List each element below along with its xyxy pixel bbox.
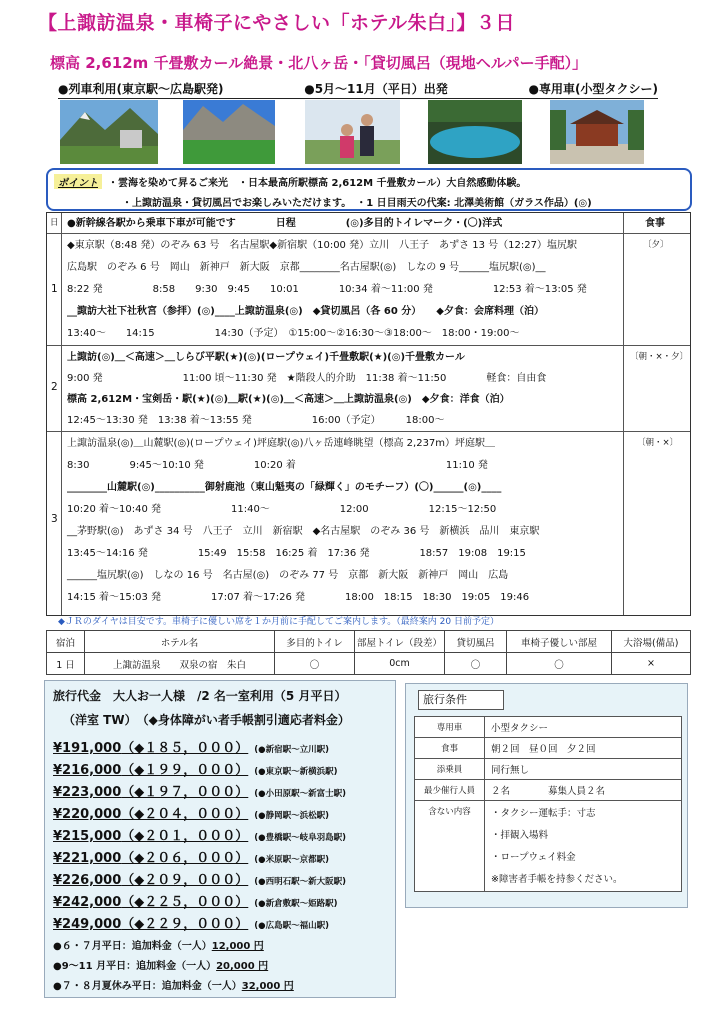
exclusion-item: ・タクシー運転手：寸志 [491,808,596,819]
day-meal: 〔朝・×・夕〕 [630,352,689,362]
table-header: 大浴場(備品) [612,631,691,653]
extra-charge: ●６・７月平日：追加料金（一人）12,000 円 [53,941,264,952]
meal-column-header: 食事 [645,218,665,229]
trip-conditions-line [58,80,658,99]
jr-note: ◆ＪＲのダイヤは目安です。車椅子に優しい席を１か月前に手配してご案内します。（最終案内 20 日前予定） [58,617,499,627]
table-header: 多目的トイレ [275,631,355,653]
travel-conditions-table [414,716,682,892]
table-header-row [47,631,691,653]
schedule-line: 8:22 発 8:58 9:30 9:45 10:01 10:34 着～11:00 発 12:53 着～13:05 発 [67,284,587,295]
price-row: ¥215,000（◆２０１，０００） (●豊橋駅～岐阜羽島駅) [53,829,346,844]
table-header: 部屋トイレ（段差） [355,631,445,653]
travel-conditions-box [405,683,688,908]
table-header: ホテル名 [85,631,275,653]
lake-photo [428,100,522,164]
table-row: 食事 朝２回 昼０回 夕２回 [415,738,682,759]
extra-charge: ●７・８月夏休み平日：追加料金（一人）32,000 円 [53,981,294,992]
price-row: ¥191,000（◆１８５，０００） (●新宿駅～立川駅) [53,741,329,756]
schedule-line: 上諏訪(◎)＿＜高速＞＿しらび平駅(★)(◎)(ロープウェイ)千畳敷駅(★)(◎)千畳敷カール [67,352,465,363]
table-row: 含ない内容 ・タクシー運転手：寸志 ・拝観入場料 ・ロープウェイ料金 ※障害者手帳を持参ください。 [415,801,682,892]
price-row: ¥216,000（◆１９９，０００） (●東京駅～新横浜駅) [53,763,338,778]
table-cell: 1 日 [47,653,85,675]
table-cell: 〇 [275,653,355,675]
day-number: 3 [51,513,58,525]
schedule-line: 12:45～13:30 発 13:38 着～13:55 発 16:00（予定） 18:00～ [67,415,445,426]
schedule-line: 標高 2,612M・宝剣岳・駅(★)(◎)＿駅(★)(◎)＿＜高速＞＿上諏訪温泉(◎) ◆夕食：洋食（泊） [67,394,510,405]
table-cell: 0cm [355,653,445,675]
price-subheader: （洋室 TW） （◆身体障がい者手帳割引適応者料金） [63,713,350,727]
day-meal: 〔夕〕 [643,240,669,250]
mountain-photo [60,100,158,164]
table-cell: 〇 [507,653,612,675]
people-photo [305,100,400,164]
point-label: ポイント [54,174,102,189]
schedule-line: __茅野駅(◎) あずさ 34 号 八王子 立川 新宿駅 ◆名古屋駅 のぞみ 36 号 新横浜 品川 東京駅 [67,526,540,537]
hotel-table [46,630,691,675]
schedule-line: 10:20 着～10:40 発 11:40～ 12:00 12:15～12:50 [67,504,497,515]
photo-strip [60,100,660,166]
schedule-line: 8:30 9:45～10:10 発 10:20 着 11:10 発 [67,460,488,471]
day-column-header: 日 [50,218,59,228]
price-box [44,680,396,998]
table-row: 添乗員 同行無し [415,759,682,780]
day-number: 1 [51,283,58,295]
price-row: ¥226,000（◆２０９，０００） (●西明石駅～新大阪駅) [53,873,346,888]
schedule-line: 9:00 発 11:00 頃～11:30 発 ★階段人的介助 11:38 着～11:50 軽食：自由食 [67,373,547,384]
table-cell: 〇 [445,653,507,675]
table-header: 車椅子優しい部屋 [507,631,612,653]
table-cell: × [612,653,691,675]
shrine-photo [550,100,644,164]
price-row: ¥242,000（◆２２５，０００） (●新倉敷駅～姫路駅) [53,895,338,910]
schedule-line: 広島駅 のぞみ 6 号 岡山 新神戸 新大阪 京都________名古屋駅(◎) しなの 9 号______塩尻駅(◎)__ [67,262,546,273]
table-row: 最少催行人員 ２名 募集人員２名 [415,780,682,801]
point-line-2: ・上諏訪温泉・貸切風呂でお楽しみいただけます。 ・1 日目雨天の代案: 北澤美術館（ガラス作品）(◎) [122,198,592,209]
condition-vehicle: ●専用車(小型タクシー) [528,82,658,96]
table-header: 宿泊 [47,631,85,653]
point-line-1: ・雲海を染めて昇るご来光 ・日本最高所駅標高 2,612M 千畳敷カール）大自然感動体験。 [108,178,527,189]
alpine-photo [183,100,275,164]
price-header: 旅行代金 大人お一人様 /2 名一室利用（5 月平日） [53,689,347,703]
exclusion-item: ※障害者手帳を持参ください。 [491,874,623,885]
schedule-line: ________山麓駅(◎)__________御射鹿池（東山魁夷の「緑輝く」のモチーフ）(〇)______(◎)____ [67,482,502,493]
day-meal: 〔朝・×〕 [637,438,679,448]
schedule-line: 13:40～ 14:15 14:30（予定） ①15:00～②16:30～③18:00～ 18:00・19:00～ [67,328,520,339]
schedule-table [46,212,691,616]
table-header: 貸切風呂 [445,631,507,653]
condition-season: ●5月～11月（平日）出発 [304,82,448,96]
point-box [46,168,692,211]
schedule-line: ______塩尻駅(◎) しなの 16 号 名古屋(◎) のぞみ 77 号 京都 新大阪 新神戸 岡山 広島 [67,570,509,581]
page-subtitle: 標高 2,612m 千畳敷カール絶景・北八ヶ岳・「貸切風呂（現地ヘルパー手配）」 [50,54,588,72]
schedule-header: ●新幹線各駅から乗車下車が可能です 日程 (◎)多目的トイレマーク・(〇)洋式 [67,218,503,229]
table-row [47,653,691,675]
travel-conditions-title: 旅行条件 [418,690,504,710]
price-row: ¥223,000（◆１９７，０００） (●小田原駅～新富士駅) [53,785,346,800]
table-cell: 上諏訪温泉 双泉の宿 朱白 [85,653,275,675]
exclusion-item: ・拝観入場料 [491,830,549,841]
page-title: 【上諏訪温泉・車椅子にやさしい「ホテル朱白」】３日 [38,12,516,34]
schedule-line: __諏訪大社下社秋宮（参拝）(◎)____上諏訪温泉(◎) ◆貸切風呂（各 60 分） ◆夕食：会席料理（泊） [67,306,544,317]
table-row: 専用車 小型タクシー [415,717,682,738]
price-row: ¥249,000（◆２２９，０００） (●広島駅～福山駅) [53,917,329,932]
price-row: ¥221,000（◆２０６，０００） (●米原駅～京都駅) [53,851,329,866]
schedule-line: 13:45～14:16 発 15:49 15:58 16:25 着 17:36 発 18:57 19:08 19:15 [67,548,526,559]
price-row: ¥220,000（◆２０４，０００） (●静岡駅～浜松駅) [53,807,329,822]
schedule-line: 14:15 着～15:03 発 17:07 着～17:26 発 18:00 18:15 18:30 19:05 19:46 [67,592,530,603]
day-number: 2 [51,381,58,393]
schedule-line: ◆東京駅（8:48 発）のぞみ 63 号 名古屋駅◆新宿駅（10:00 発）立川 八王子 あずさ 13 号（12:27）塩尻駅 [67,240,577,251]
condition-train: ●列車利用(東京駅～広島駅発) [58,82,224,96]
schedule-line: 上諏訪温泉(◎)＿山麓駅(◎)(ロープウェイ)坪庭駅(◎)八ヶ岳連峰眺望（標高 2,237m）坪庭駅＿ [67,438,496,449]
extra-charge: ●9～11 月平日：追加料金（一人）20,000 円 [53,961,269,972]
exclusion-item: ・ロープウェイ料金 [491,852,576,863]
